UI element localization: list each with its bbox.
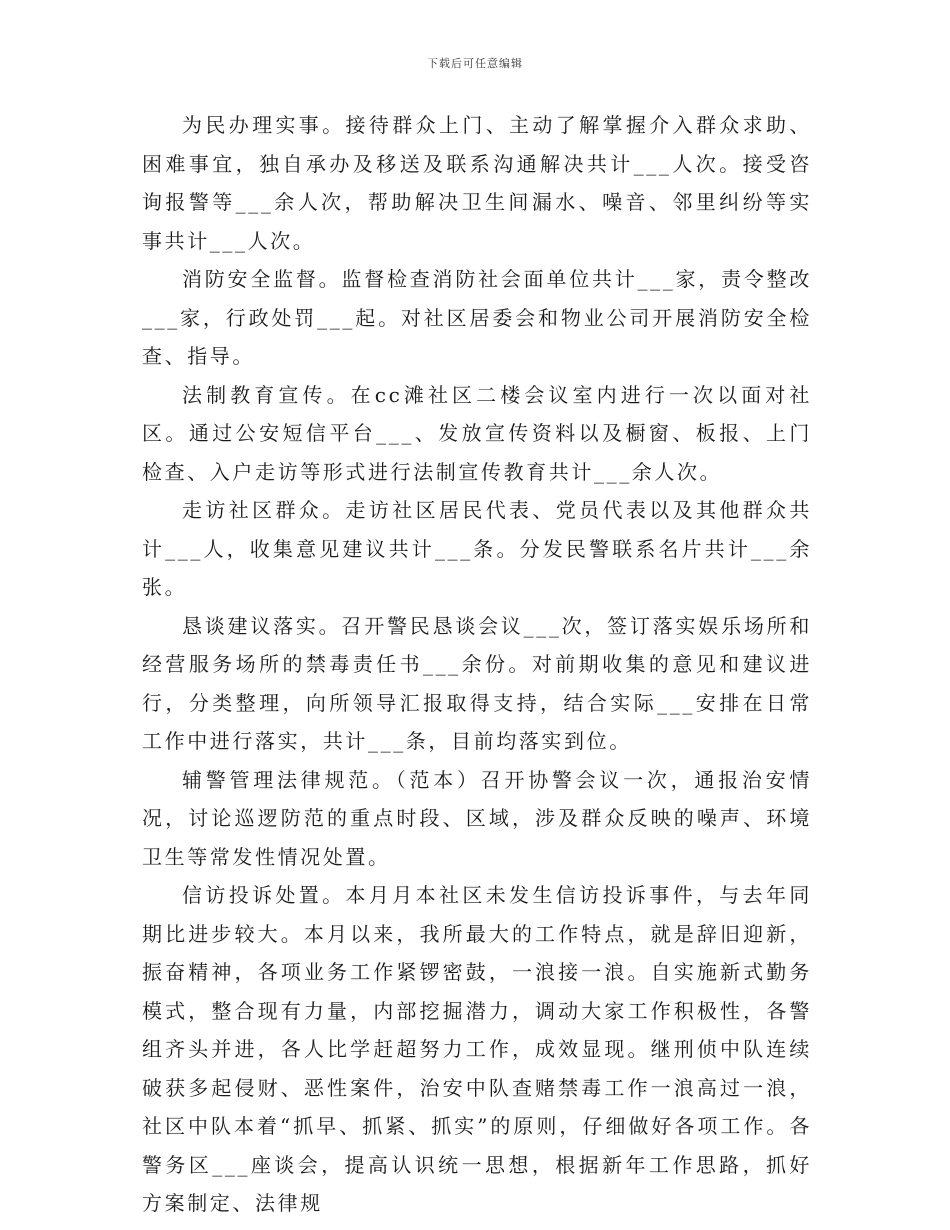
paragraph-legal-education: 法制教育宣传。在cc滩社区二楼会议室内进行一次以面对社区。通过公安短信平台___、发放宣传资料以及橱窗、板报、上门检查、入户走访等形式进行法制宣传教育共计___余人次。 — [142, 382, 812, 484]
paragraph-complaint-handling: 信访投诉处置。本月月本社区未发生信访投诉事件，与去年同期比进步较大。本月以来，我所最大的工作特点，就是辞旧迎新，振奋精神，各项业务工作紧锣密鼓，一浪接一浪。自实施新式勤务模式，整合现有力量，内部挖掘潜力，调动大家工作积极性，各警组齐头并进，各人比学赶超努力工作，成效显现。继刑侦中队连续破获多起侵财、恶性案件，治安中队查赌禁毒工作一浪高过一浪，社区中队本着“抓早、抓紧、抓实”的原则，仔细做好各项工作。各警务区___座谈会，提高认识统一思想，根据新年工作思路，抓好方案制定、法律规 — [142, 883, 812, 1215]
paragraph-auxiliary-police: 辅警管理法律规范。（范本）召开协警会议一次，通报治安情况，讨论巡逻防范的重点时段、区域，涉及群众反映的噪声、环境卫生等常发性情况处置。 — [142, 767, 812, 869]
paragraph-community-visits: 走访社区群众。走访社区居民代表、党员代表以及其他群众共计___人，收集意见建议共计___条。分发民警联系名片共计___余张。 — [142, 498, 812, 599]
paragraph-civic-affairs: 为民办理实事。接待群众上门、主动了解掌握介入群众求助、困难事宜，独自承办及移送及联系沟通解决共计___人次。接受咨询报警等___余人次，帮助解决卫生间漏水、噪音、邻里纠纷等实事共计___人次。 — [142, 113, 812, 253]
document-body — [142, 106, 812, 1223]
page-header: 下载后可任意编辑 — [427, 57, 523, 70]
paragraph-fire-safety: 消防安全监督。监督检查消防社会面单位共计___家，责令整改___家，行政处罚___起。对社区居委会和物业公司开展消防安全检查、指导。 — [142, 267, 812, 368]
paragraph-suggestion-implementation: 恳谈建议落实。召开警民恳谈会议___次，签订落实娱乐场所和经营服务场所的禁毒责任书___余份。对前期收集的意见和建议进行，分类整理，向所领导汇报取得支持，结合实际___安排在日常工作中进行落实，共计___条，目前均落实到位。 — [142, 613, 812, 753]
